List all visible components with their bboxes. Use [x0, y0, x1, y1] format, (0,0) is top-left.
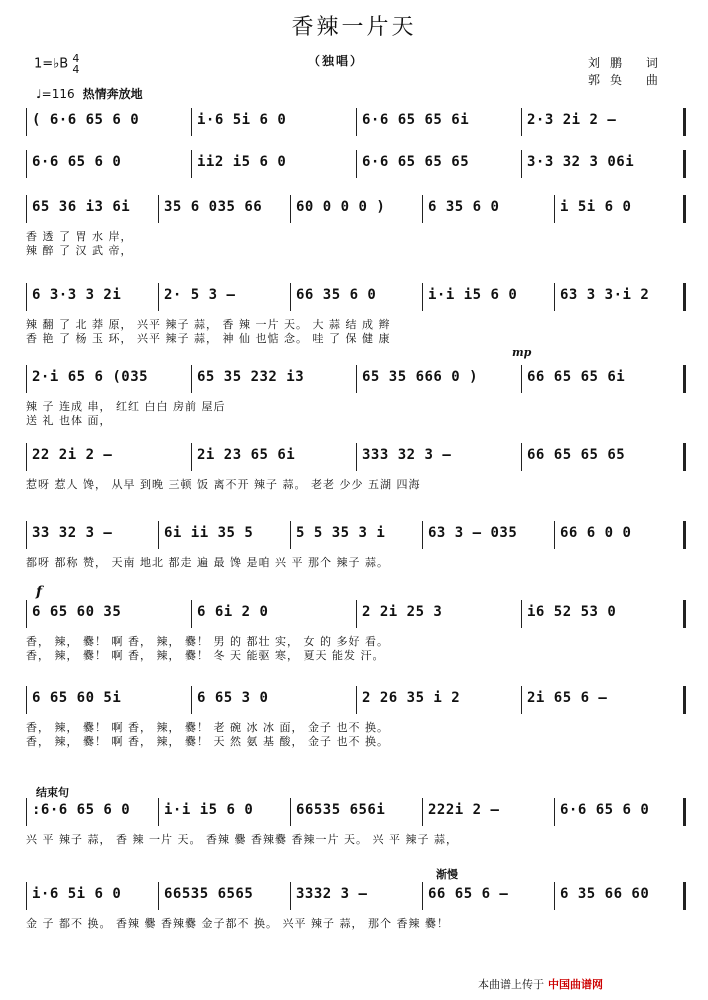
- tempo-change-label: 渐慢: [436, 868, 458, 881]
- dynamic-mp: mp: [512, 346, 532, 359]
- barline: [290, 283, 291, 311]
- key-text: 1=♭B: [34, 56, 69, 72]
- barline: [683, 443, 686, 471]
- measure: 6 65 60 5i: [32, 690, 122, 706]
- barline: [26, 195, 27, 223]
- measure: 22 2i 2 –: [32, 447, 113, 463]
- staff-row: [26, 365, 686, 391]
- staff-row: [26, 521, 686, 547]
- lyric-line: 辣 子 连成 串， 红红 白白 房前 屋后: [26, 400, 226, 413]
- site-logo: 中国曲谱网: [548, 978, 603, 991]
- measure: 6 35 6 0: [428, 199, 500, 215]
- measure: 2·3 2i 2 –: [527, 112, 617, 128]
- barline: [422, 798, 423, 826]
- lyric-line: 惹呀 惹人 馋， 从早 到晚 三顿 饭 离不开 辣子 蒜。 老老 少少 五湖 四海: [26, 478, 421, 491]
- barline: [26, 882, 27, 910]
- lyric-line-2: 香， 辣， 爨！ 啊 香， 辣， 爨！ 天 然 氨 基 酸， 金子 也不 换。: [26, 735, 389, 748]
- lyric-line-2: 香， 辣， 爨！ 啊 香， 辣， 爨！ 冬 天 能驱 寒， 夏天 能发 汗。: [26, 649, 385, 662]
- measure: 2i 65 6 –: [527, 690, 608, 706]
- barline: [290, 521, 291, 549]
- measure: 63 3 – 035: [428, 525, 518, 541]
- measure: 2·i 65 6 (035: [32, 369, 149, 385]
- barline: [521, 686, 522, 714]
- barline: [158, 882, 159, 910]
- measure: 2 26 35 i 2: [362, 690, 461, 706]
- barline: [683, 600, 686, 628]
- measure: ( 6·6 65 6 0: [32, 112, 140, 128]
- staff-row: [26, 443, 686, 469]
- barline: [158, 521, 159, 549]
- measure: 2i 23 65 6i: [197, 447, 296, 463]
- staff-row: [26, 150, 686, 176]
- barline: [683, 108, 686, 136]
- measure: 33 32 3 –: [32, 525, 113, 541]
- measure: ii2 i5 6 0: [197, 154, 287, 170]
- measure: 3332 3 –: [296, 886, 368, 902]
- measure: 66 65 65 6i: [527, 369, 626, 385]
- barline: [356, 150, 357, 178]
- measure: 66 65 65 65: [527, 447, 626, 463]
- barline: [521, 108, 522, 136]
- measure: 6 35 66 60: [560, 886, 650, 902]
- lyric-line-2: 香 艳 了 杨 玉 环， 兴平 辣子 蒜， 神 仙 也惦 念。 哇 了 保 健 康: [26, 332, 391, 345]
- barline: [683, 195, 686, 223]
- barline: [158, 283, 159, 311]
- barline: [356, 108, 357, 136]
- barline: [191, 600, 192, 628]
- lyric-line-2: 送 礼 也体 面，: [26, 414, 112, 427]
- barline: [356, 365, 357, 393]
- barline: [191, 686, 192, 714]
- barline: [554, 882, 555, 910]
- footer: [478, 976, 603, 992]
- staff-row: [26, 686, 686, 712]
- lyricist-credit: 刘鹏 词: [588, 56, 668, 70]
- barline: [26, 283, 27, 311]
- staff-row: [26, 798, 686, 824]
- barline: [191, 108, 192, 136]
- measure: 60 0 0 0 ): [296, 199, 386, 215]
- barline: [290, 798, 291, 826]
- barline: [26, 365, 27, 393]
- key-signature: [34, 53, 79, 75]
- staff-row: [26, 108, 686, 134]
- measure: i·6 5i 6 0: [197, 112, 287, 128]
- measure: 6·6 65 6 0: [560, 802, 650, 818]
- barline: [191, 365, 192, 393]
- lyric-line: 香， 辣， 爨！ 啊 香， 辣， 爨！ 男 的 都壮 实， 女 的 多好 看。: [26, 635, 389, 648]
- barline: [683, 365, 686, 393]
- barline: [356, 686, 357, 714]
- barline: [554, 521, 555, 549]
- upload-text: 本曲谱上传于: [478, 978, 544, 991]
- barline: [521, 443, 522, 471]
- barline: [26, 686, 27, 714]
- measure: 66535 6565: [164, 886, 254, 902]
- barline: [683, 798, 686, 826]
- lyric-line-2: 辣 醉 了 汉 武 帝，: [26, 244, 133, 257]
- barline: [683, 521, 686, 549]
- staff-row: [26, 283, 686, 309]
- barline: [554, 195, 555, 223]
- measure: 2 2i 25 3: [362, 604, 443, 620]
- measure: 6·6 65 65 65: [362, 154, 470, 170]
- barline: [683, 283, 686, 311]
- barline: [356, 600, 357, 628]
- barline: [191, 150, 192, 178]
- measure: 222i 2 –: [428, 802, 500, 818]
- measure: i·i i5 6 0: [428, 287, 518, 303]
- lyric-line: 辣 翻 了 北 莽 原， 兴平 辣子 蒜， 香 辣 一片 天。 大 蒜 结 成 辫: [26, 318, 391, 331]
- measure: 66535 656i: [296, 802, 386, 818]
- barline: [521, 600, 522, 628]
- barline: [521, 365, 522, 393]
- lyric-line: 香， 辣， 爨！ 啊 香， 辣， 爨！ 老 碗 冰 冰 面， 金子 也不 换。: [26, 721, 389, 734]
- measure: 65 35 666 0 ): [362, 369, 479, 385]
- measure: i 5i 6 0: [560, 199, 632, 215]
- measure: 66 35 6 0: [296, 287, 377, 303]
- measure: 6 3·3 3 2i: [32, 287, 122, 303]
- barline: [158, 798, 159, 826]
- lyric-line: 兴 平 辣子 蒜， 香 辣 一片 天。 香辣 爨 香辣爨 香辣一片 天。 兴 平 辣子 蒜，: [26, 833, 458, 846]
- measure: 5 5 35 3 i: [296, 525, 386, 541]
- barline: [26, 600, 27, 628]
- measure: 6i ii 35 5: [164, 525, 254, 541]
- expression-text: 热情奔放地: [82, 87, 143, 101]
- barline: [158, 195, 159, 223]
- measure: 3·3 32 3 06i: [527, 154, 635, 170]
- barline: [683, 882, 686, 910]
- measure: 66 65 6 –: [428, 886, 509, 902]
- barline: [191, 443, 192, 471]
- composer-credit: 郭奂 曲: [588, 73, 668, 87]
- time-bottom: 4: [72, 63, 80, 76]
- barline: [422, 521, 423, 549]
- barline: [683, 686, 686, 714]
- lyric-line: 香 透 了 胃 水 岸，: [26, 230, 133, 243]
- barline: [26, 798, 27, 826]
- time-top: 4: [72, 52, 80, 65]
- barline: [290, 195, 291, 223]
- tempo-value: ♩=116: [36, 87, 75, 101]
- tempo-marking: [36, 85, 143, 102]
- measure: 63 3 3·i 2: [560, 287, 650, 303]
- barline: [356, 443, 357, 471]
- measure: i6 52 53 0: [527, 604, 617, 620]
- barline: [422, 195, 423, 223]
- dynamic-f: f: [36, 584, 43, 600]
- barline: [26, 521, 27, 549]
- lyric-line: 金 子 都不 换。 香辣 爨 香辣爨 金子都不 换。 兴平 辣子 蒜， 那个 香辣 爨！: [26, 917, 449, 930]
- measure: 6·6 65 6 0: [32, 154, 122, 170]
- barline: [554, 283, 555, 311]
- measure: 6 65 60 35: [32, 604, 122, 620]
- measure: 2· 5 3 –: [164, 287, 236, 303]
- barline: [521, 150, 522, 178]
- ending-label: 结束句: [36, 786, 69, 799]
- barline: [554, 798, 555, 826]
- barline: [422, 283, 423, 311]
- measure: 6 65 3 0: [197, 690, 269, 706]
- time-signature: [72, 53, 79, 75]
- lyric-line: 都呀 都称 赞， 天南 地北 都走 遍 最 馋 是咱 兴 平 那个 辣子 蒜。: [26, 556, 389, 569]
- genre-label: （独唱）: [308, 54, 365, 68]
- staff-row: [26, 600, 686, 626]
- measure: 65 36 i3 6i: [32, 199, 131, 215]
- barline: [290, 882, 291, 910]
- staff-row: [26, 882, 686, 908]
- measure: 6 6i 2 0: [197, 604, 269, 620]
- measure: i·i i5 6 0: [164, 802, 254, 818]
- staff-row: [26, 195, 686, 221]
- measure: 35 6 035 66: [164, 199, 263, 215]
- measure: i·6 5i 6 0: [32, 886, 122, 902]
- measure: 333 32 3 –: [362, 447, 452, 463]
- song-title: 香辣一片天: [291, 15, 417, 40]
- measure: :6·6 65 6 0: [32, 802, 131, 818]
- measure: 6·6 65 65 6i: [362, 112, 470, 128]
- barline: [683, 150, 686, 178]
- barline: [26, 443, 27, 471]
- measure: 65 35 232 i3: [197, 369, 305, 385]
- barline: [26, 108, 27, 136]
- barline: [26, 150, 27, 178]
- measure: 66 6 0 0: [560, 525, 632, 541]
- barline: [422, 882, 423, 910]
